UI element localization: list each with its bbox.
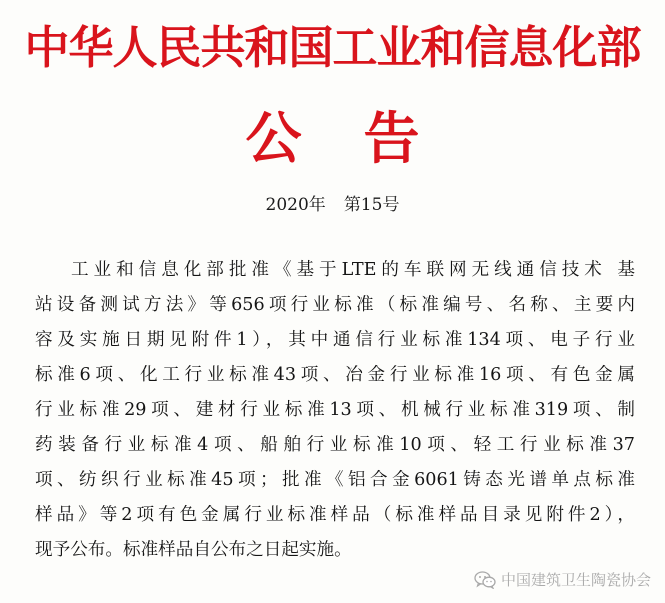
document-issue-number: 第15号 — [343, 195, 400, 215]
body-line: 行业标准29项、建材行业标准13项、机械行业标准319项、制 — [35, 400, 635, 420]
body-line: 标准6项、化工行业标准43项、冶金行业标准16项、有色金属 — [35, 365, 635, 385]
wechat-icon — [474, 571, 496, 589]
issuer-title: 中华人民共和国工业和信息化部 — [24, 21, 641, 74]
body-line: 项、纺织行业标准45项；批准《铝合金6061铸态光谱单点标准 — [35, 470, 635, 490]
body-line: 容及实施日期见附件1），其中通信行业标准134项、电子行业 — [35, 330, 635, 350]
body-line: 药装备行业标准4项、船舶行业标准10项、轻工行业标准37 — [35, 435, 635, 455]
body-line: 站设备测试方法》等656项行业标准（标准编号、名称、主要内 — [35, 295, 635, 315]
source-watermark — [474, 569, 651, 590]
body-line: 现予公布。标准样品自公布之日起实施。 — [35, 540, 352, 560]
document-type-heading: 公告 — [245, 106, 482, 172]
body-line: 样品》等2项有色金属行业标准样品（标准样品目录见附件2）， — [35, 505, 635, 525]
announcement-body — [35, 253, 635, 568]
document-number — [0, 190, 665, 220]
watermark-text: 中国建筑卫生陶瓷协会 — [500, 571, 651, 589]
document-year: 2020年 — [265, 195, 326, 215]
body-line: 工业和信息化部批准《基于LTE的车联网无线通信技术 基 — [71, 260, 635, 280]
